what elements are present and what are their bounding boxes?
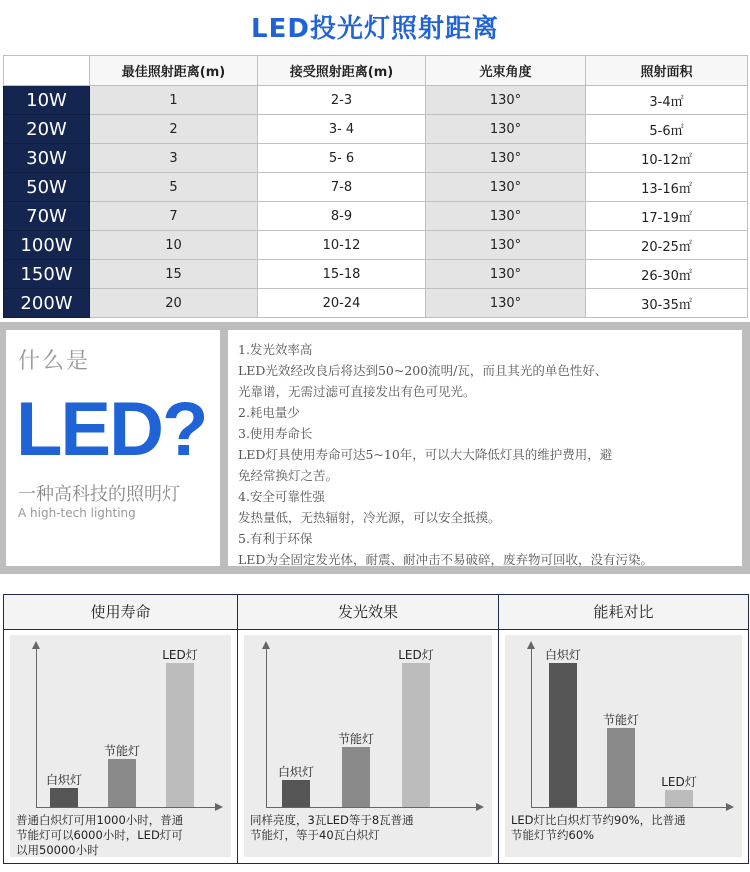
row-area: 26-30㎡ [586,260,748,289]
x-axis-arrow-icon [476,803,484,811]
luminous-effect-panel [238,595,499,863]
row-wattage: 20W [4,115,90,144]
row-angle: 130° [426,144,586,173]
feature-line: LED光效经改良后将达到50~200流明/瓦，而且其光的单色性好、 [238,363,608,378]
row-best: 7 [90,202,258,231]
header-accept-distance: 接受照射距离(m) [258,56,426,86]
led-features-list [228,330,742,566]
bar [549,663,577,807]
x-axis-arrow-icon [726,803,734,811]
row-accept: 10-12 [258,231,426,260]
row-accept: 20-24 [258,289,426,318]
led-intro-card [6,330,220,566]
feature-line: 免经常换灯之苦。 [238,468,339,483]
energy-panel [499,595,748,863]
table-row [4,144,748,173]
row-area: 5-6㎡ [586,115,748,144]
table-row [4,289,748,318]
x-axis [36,807,217,808]
y-axis-arrow-icon [262,641,270,649]
bar-label: LED灯 [661,775,697,789]
row-best: 20 [90,289,258,318]
row-angle: 130° [426,115,586,144]
bar [166,663,194,807]
panel-title: 发光效果 [238,595,498,630]
bar [108,759,136,807]
bar [607,728,635,807]
feature-line: LED为全固定发光体，耐震、耐冲击不易破碎，废弃物可回收，没有污染。 [238,552,653,567]
row-wattage: 70W [4,202,90,231]
bar-label: 白炽灯 [277,765,314,779]
row-area: 3-4㎡ [586,86,748,115]
panel-title: 能耗对比 [499,595,748,630]
x-axis [266,807,478,808]
row-best: 15 [90,260,258,289]
bar-label: 节能灯 [337,732,374,746]
row-best: 2 [90,115,258,144]
spec-table [3,55,748,318]
panel-caption: 同样亮度，3瓦LED等于8瓦普通 [250,813,414,827]
x-axis-arrow-icon [215,803,223,811]
row-wattage: 150W [4,260,90,289]
table-header-row [4,56,748,86]
bar-label: 白炽灯 [45,773,82,787]
bar-label: LED灯 [398,648,434,662]
row-area: 30-35㎡ [586,289,748,318]
y-axis [531,647,532,807]
row-wattage: 30W [4,144,90,173]
tagline: 一种高科技的照明灯 [18,484,180,505]
row-area: 17-19㎡ [586,202,748,231]
row-wattage: 50W [4,173,90,202]
row-angle: 130° [426,260,586,289]
what-is-heading: 什么是 [18,349,91,374]
row-angle: 130° [426,231,586,260]
row-area: 13-16㎡ [586,173,748,202]
row-area: 20-25㎡ [586,231,748,260]
x-axis [531,807,728,808]
comparison-section [3,594,749,864]
bar [282,780,310,807]
feature-line: 5.有利于环保 [238,531,313,546]
table-row [4,86,748,115]
table-row [4,231,748,260]
row-accept: 5- 6 [258,144,426,173]
row-angle: 130° [426,173,586,202]
row-accept: 3- 4 [258,115,426,144]
table-row [4,115,748,144]
bar [50,788,78,807]
panel-chart [244,635,492,857]
row-best: 1 [90,86,258,115]
row-accept: 7-8 [258,173,426,202]
row-best: 5 [90,173,258,202]
row-accept: 2-3 [258,86,426,115]
row-best: 10 [90,231,258,260]
bar-label: 节能灯 [103,744,140,758]
panel-caption: LED灯比白炽灯节约90%，比普通 [511,813,686,827]
row-accept: 8-9 [258,202,426,231]
table-row [4,202,748,231]
panel-title: 使用寿命 [4,595,237,630]
row-accept: 15-18 [258,260,426,289]
page-title: LED投光灯照射距离 [251,14,499,44]
bar-label: 白炽灯 [544,648,581,662]
feature-line: 发热量低，无热辐射，冷光源，可以安全抵摸。 [238,510,501,525]
header-beam-angle: 光束角度 [426,56,586,86]
header-area: 照射面积 [586,56,748,86]
row-wattage: 10W [4,86,90,115]
led-info-section [0,322,750,574]
header-corner [4,56,90,86]
panel-caption: 普通白炽灯可用1000小时，普通 [16,813,184,827]
panel-caption: 节能灯节约60% [511,828,595,842]
panel-caption: 节能灯可以6000小时，LED灯可 [16,828,183,842]
feature-line: 光靠谱，无需过滤可直接发出有色可见光。 [238,384,476,399]
row-wattage: 100W [4,231,90,260]
panel-chart [505,635,742,857]
table-row [4,260,748,289]
y-axis-arrow-icon [32,641,40,649]
bar-label: 节能灯 [602,713,639,727]
y-axis [266,647,267,807]
bar [665,790,693,807]
row-best: 3 [90,144,258,173]
panel-chart [10,635,231,857]
led-big-logo: LED? [16,387,207,472]
tagline-english: A high-tech lighting [18,506,136,520]
table-row [4,173,748,202]
feature-line: 3.使用寿命长 [238,426,313,441]
bar [402,663,430,807]
feature-line: 4.安全可靠性强 [238,489,325,504]
bar-label: LED灯 [162,648,198,662]
row-area: 10-12㎡ [586,144,748,173]
bar [342,747,370,807]
row-angle: 130° [426,202,586,231]
row-angle: 130° [426,86,586,115]
panel-caption: 节能灯，等于40瓦白炽灯 [250,828,380,842]
row-angle: 130° [426,289,586,318]
feature-line: 2.耗电量少 [238,405,300,420]
lifespan-panel [4,595,238,863]
row-wattage: 200W [4,289,90,318]
feature-line: 1.发光效率高 [238,342,313,357]
header-best-distance: 最佳照射距离(m) [90,56,258,86]
panel-caption: 以用50000小时 [16,843,99,857]
feature-line: LED灯具使用寿命可达5~10年，可以大大降低灯具的维护费用，避 [238,447,613,462]
